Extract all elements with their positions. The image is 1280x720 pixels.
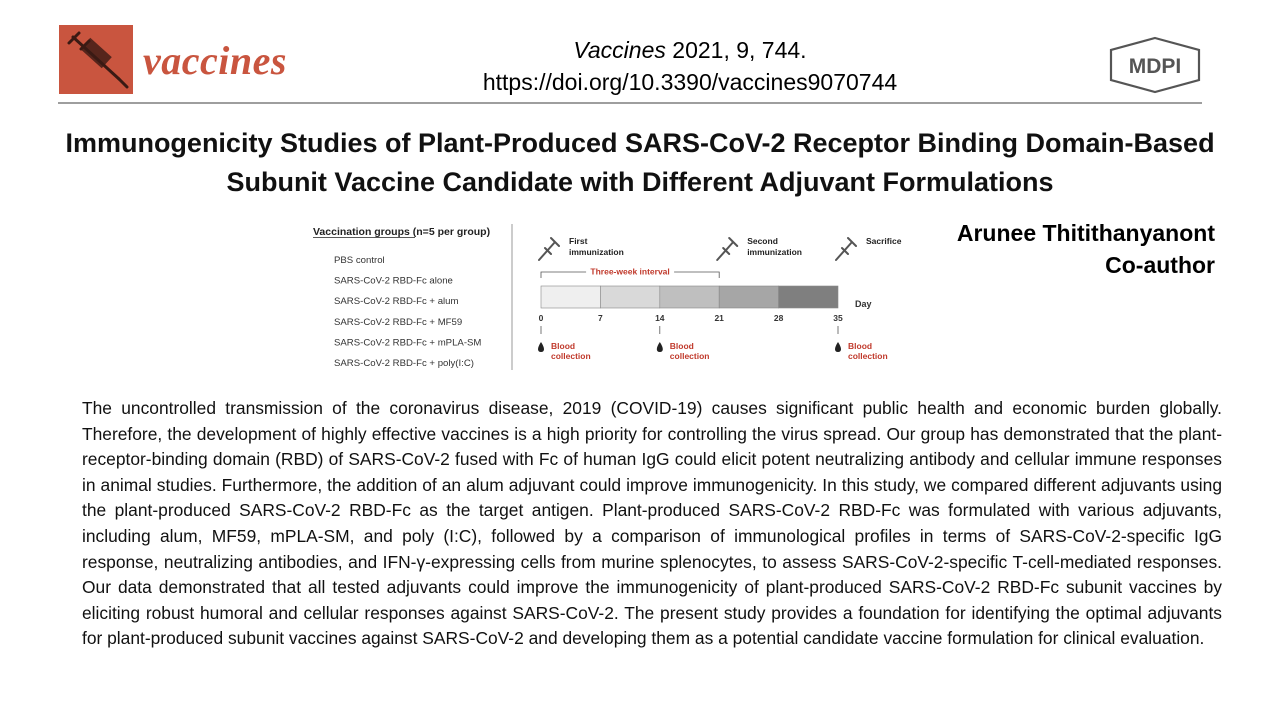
event-label-line2: immunization [569, 247, 624, 257]
blood-label-line2: collection [551, 351, 591, 361]
blood-label-line1: Blood [551, 341, 576, 351]
group-label: SARS-CoV-2 RBD-Fc + MF59 [334, 316, 463, 328]
journal-wordmark: vaccines [143, 38, 287, 83]
syringe-icon [539, 238, 559, 260]
group-label: PBS control [334, 255, 385, 266]
day-tick: 35 [833, 313, 843, 323]
day-tick: 7 [598, 313, 603, 323]
syringe-icon [59, 25, 133, 94]
axis-label: Day [855, 299, 872, 309]
citation-line [340, 34, 1040, 66]
author-block [900, 217, 1215, 281]
blood-label-line2: collection [669, 351, 710, 361]
blood-drop-icon [835, 342, 841, 352]
day-tick: 28 [773, 313, 784, 323]
group-label: SARS-CoV-2 RBD-Fc + mPLA-SM [334, 337, 482, 349]
timeline-segment [541, 286, 600, 308]
group-label: SARS-CoV-2 RBD-Fc alone [334, 275, 453, 287]
doi-link[interactable]: https://doi.org/10.3390/vaccines9070744 [482, 69, 898, 95]
graphical-abstract [310, 218, 910, 378]
vaccination-schedule-figure [310, 218, 910, 378]
day-tick: 0 [538, 313, 544, 323]
timeline-segment [660, 286, 719, 308]
blood-label-line2: collection [848, 351, 888, 361]
citation-details: 2021, 9, 744. [665, 37, 807, 63]
group-label: SARS-CoV-2 RBD-Fc + alum [334, 296, 459, 308]
author-name: Arunee Thitithanyanont [956, 220, 1215, 246]
citation [340, 34, 1040, 98]
groups-heading: Vaccination groups (n=5 per group) [313, 226, 491, 238]
event-label-line1: Second [747, 236, 778, 246]
abstract: The uncontrolled transmission of the coronavirus disease, 2019 (COVID-19) causes significant public health and economic burden globally. Therefore, the development of highly effective vaccines is a high priority for controlling the virus spread. Our group has demonstrated that the plant-receptor-binding domain (RBD) of SARS-CoV-2 fused with Fc of human IgG could elicit potent neutralizing antibody and cellular immune responses in animal studies. Furthermore, the addition of an alum adjuvant could improve immunogenicity. In this study, we compared different adjuvants using the plant-produced SARS-CoV-2 RBD-Fc as the target antigen. Plant-produced SARS-CoV-2 RBD-Fc was formulated with various adjuvants, including alum, MF59, mPLA-SM, and poly (I:C), followed by a comparison of immunological profiles in terms of SARS-CoV-2-specific IgG response, neutralizing antibodies, and IFN-γ-expressing cells from murine splenocytes, to assess SARS-CoV-2-specific T-cell-mediated responses. Our data demonstrated that all tested adjuvants could improve the immunogenicity of plant-produced SARS-CoV-2 RBD-Fc subunit vaccines by eliciting robust humoral and cellular responses against SARS-CoV-2. The present study provides a foundation for identifying the optimal adjuvants for plant-produced subunit vaccines against SARS-CoV-2 and developing them as a potential candidate vaccine formulation for clinical evaluation. [82, 398, 1222, 649]
interval-label: Three-week interval [590, 266, 670, 277]
header-divider [58, 102, 1202, 104]
journal-name: Vaccines [573, 37, 666, 63]
journal-logo [59, 25, 319, 95]
syringe-icon [717, 238, 737, 260]
syringe-icon [836, 238, 856, 260]
publisher-logo-text: MDPI [1128, 55, 1182, 78]
timeline-segment [779, 286, 838, 308]
timeline-segment [600, 286, 659, 308]
day-tick: 14 [655, 313, 665, 323]
publisher-logo [1107, 36, 1203, 94]
blood-label-line1: Blood [848, 341, 873, 351]
group-label: SARS-CoV-2 RBD-Fc + poly(I:C) [334, 358, 474, 369]
author-role: Co-author [1105, 252, 1215, 278]
event-label-line1: Sacrifice [866, 236, 902, 246]
event-label-line1: First [569, 236, 588, 246]
timeline-segment [719, 286, 778, 308]
day-tick: 21 [714, 313, 724, 323]
event-label-line2: immunization [747, 247, 802, 257]
blood-drop-icon [657, 342, 663, 352]
blood-label-line1: Blood [669, 341, 694, 351]
paper-title: Immunogenicity Studies of Plant-Produced SARS-CoV-2 Receptor Binding Domain-Based Subunit Vaccine Candidate with Different Adjuvant Formulations [65, 128, 1215, 197]
blood-drop-icon [538, 342, 544, 352]
